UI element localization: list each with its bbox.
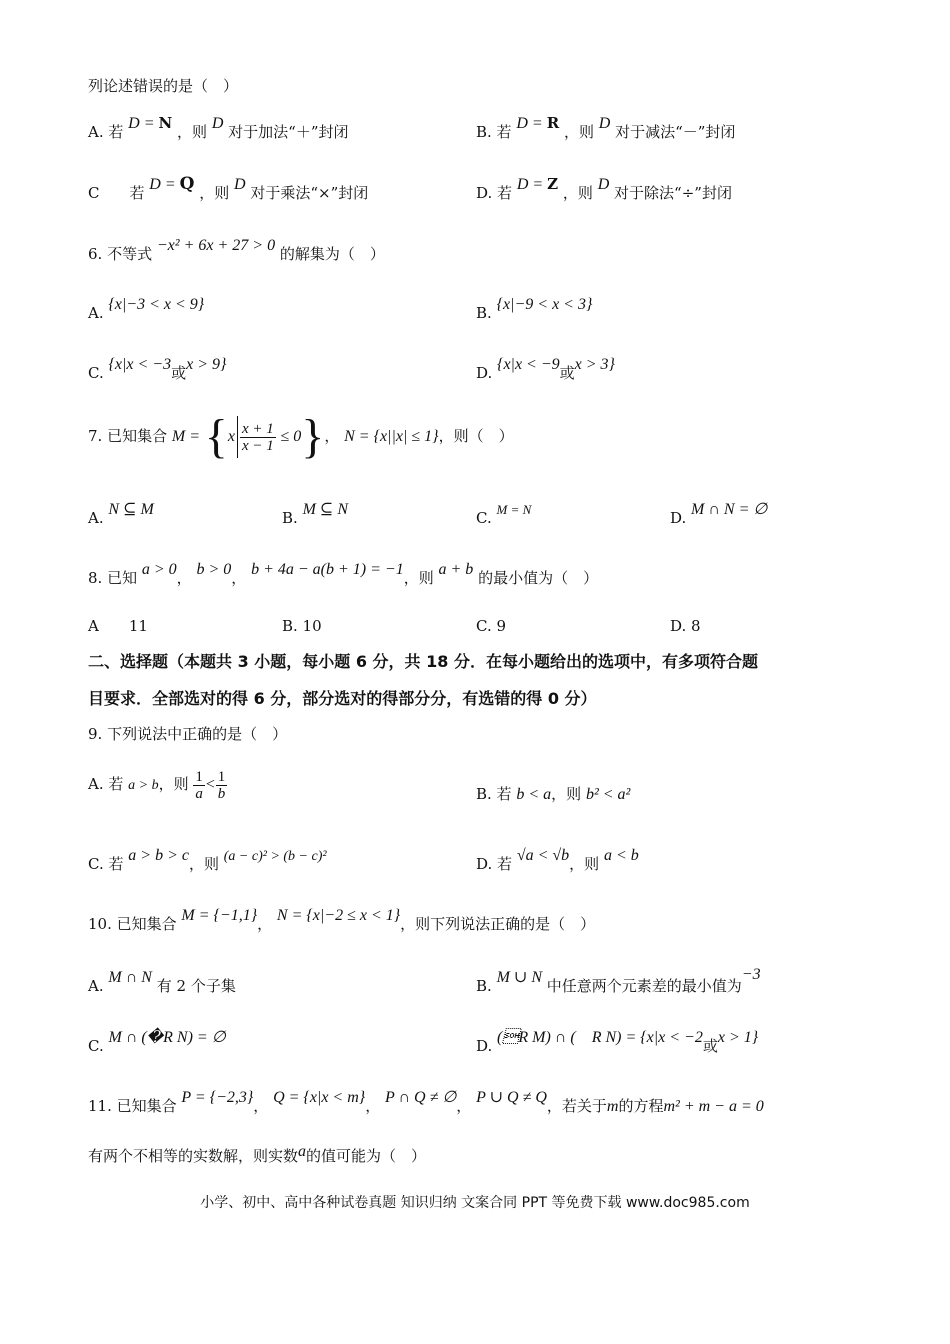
fraction-numerator: 1	[217, 768, 226, 785]
option-label: A.	[88, 977, 104, 995]
separator: ，	[253, 1097, 269, 1115]
question-text: 8. 已知	[88, 569, 138, 587]
text-then: ，则	[177, 123, 208, 141]
separator: ，	[456, 1097, 472, 1115]
math-var: x	[227, 428, 235, 445]
math-m-left: M =	[171, 428, 200, 445]
math-n-set: N = {x|−2 ≤ x < 1}	[276, 907, 401, 924]
separator: ，	[231, 569, 247, 587]
math-result: a < b	[603, 847, 639, 864]
question-text-tail: ，则（ ）	[438, 427, 514, 445]
q11-stem-line-2	[88, 1143, 427, 1167]
math-p-set: P = {−2,3}	[181, 1089, 254, 1106]
math-set: Q	[179, 174, 195, 194]
math-var: D	[598, 115, 611, 132]
q11-stem-line-1	[88, 1089, 764, 1117]
math-cond-1: a > 0	[141, 561, 177, 578]
math-n-set: N = {x||x| ≤ 1}	[344, 428, 439, 445]
math-cond: D =	[516, 115, 547, 132]
math-expression: M ∩ N	[108, 969, 152, 986]
question-text: 10. 已知集合	[88, 915, 177, 933]
math-cond-2: P ∪ Q ≠ Q	[476, 1089, 547, 1106]
fraction-denominator: a	[195, 785, 203, 802]
q5-option-a	[88, 114, 349, 143]
option-text: 对于加法“＋”封闭	[228, 123, 349, 141]
text-then: ，则	[199, 184, 230, 202]
q6-option-b	[476, 296, 593, 324]
option-text: 有 2 个子集	[156, 977, 236, 995]
math-expression: {x|x < −3	[108, 356, 172, 373]
option-label: C 若	[88, 184, 145, 202]
q7-option-d	[670, 501, 768, 529]
option-label: D. 若	[476, 855, 513, 873]
separator: ，	[365, 1097, 381, 1115]
math-expression: −x² + 6x + 27 > 0	[156, 237, 276, 254]
question-text: 有两个不相等的实数解，则实数	[88, 1147, 299, 1165]
math-set: R	[546, 114, 560, 132]
q9-option-a	[88, 762, 227, 808]
left-brace: {	[204, 410, 228, 463]
math-equation: m² + m − a = 0	[663, 1098, 764, 1115]
q7-option-b	[282, 501, 348, 529]
option-text: 对于除法“÷”封闭	[614, 184, 732, 202]
math-expression: M ∩ N = ∅	[691, 501, 768, 518]
math-expression: N ⊆ M	[108, 501, 154, 518]
math-expression: {x|−9 < x < 3}	[496, 296, 593, 313]
math-expression: {x|x < −9	[497, 356, 560, 373]
math-set: N	[158, 114, 173, 132]
option-label: D.	[670, 509, 687, 527]
option-label: B. 若	[476, 123, 512, 141]
separator: ，	[176, 569, 192, 587]
q8-option-c: C. 9	[476, 617, 507, 635]
math-cond-3: b + 4a − a(b + 1) = −1	[251, 561, 404, 578]
math-q-set: Q = {x|x < m}	[273, 1089, 366, 1106]
q5-option-d	[476, 175, 732, 204]
option-label: D. 若	[476, 184, 513, 202]
q6-option-d	[476, 356, 615, 384]
option-label: B.	[476, 977, 492, 995]
math-expression: x > 1}	[717, 1029, 759, 1046]
math-cond: a > b	[128, 778, 159, 793]
math-cond: D =	[149, 176, 180, 193]
question-text: 7. 已知集合	[88, 427, 168, 445]
q10-option-c	[88, 1029, 226, 1057]
text-then: ，则	[403, 569, 434, 587]
separator: ，	[324, 427, 340, 445]
math-var: m	[606, 1098, 619, 1115]
q5-option-b	[476, 114, 736, 143]
math-fraction-1	[193, 769, 205, 802]
question-text-tail: ，则下列说法正确的是（ ）	[400, 915, 596, 933]
math-relation: <	[204, 776, 216, 793]
q10-option-b	[476, 966, 761, 997]
math-cond: D =	[516, 176, 548, 193]
q9-option-b	[476, 784, 630, 805]
right-brace: }	[301, 410, 325, 463]
option-label: D.	[476, 364, 493, 382]
q6-stem	[88, 237, 385, 265]
q10-option-a	[88, 969, 236, 997]
math-result: b² < a²	[585, 786, 631, 803]
math-result: (a − c)² > (b − c)²	[223, 849, 327, 864]
option-label: A. 若	[88, 123, 124, 141]
option-label: C.	[88, 1037, 104, 1055]
q10-option-d	[476, 1029, 759, 1057]
math-expression: M ⊆ N	[302, 501, 348, 518]
question-text-tail: 的最小值为（ ）	[478, 569, 599, 587]
text-then: ，则	[563, 123, 594, 141]
q8-stem	[88, 561, 599, 589]
math-fraction	[240, 421, 276, 454]
section-heading-line-2: 目要求．全部选对的得 6 分，部分选对的得部分分，有选错的得 0 分）	[88, 689, 597, 708]
q8-option-b: B. 10	[282, 617, 322, 635]
math-cond: a > b > c	[128, 847, 189, 864]
text-then: ，则	[569, 855, 600, 873]
q5-intro: 列论述错误的是（ ）	[88, 77, 239, 95]
q8-option-d: D. 8	[670, 617, 701, 635]
math-var: D	[211, 115, 224, 132]
fraction-numerator: 1	[195, 768, 203, 785]
question-text: 的方程	[618, 1097, 664, 1115]
text-or: 或	[702, 1037, 718, 1055]
math-var: a	[298, 1143, 307, 1160]
q6-option-c	[88, 356, 227, 384]
q10-stem	[88, 907, 596, 935]
option-label: C.	[476, 509, 492, 527]
text-then: ，则	[562, 184, 593, 202]
math-fraction-2	[216, 769, 228, 802]
q7-option-c	[476, 502, 532, 529]
section-heading-line-1: 二、选择题（本题共 3 小题，每小题 6 分，共 18 分．在每小题给出的选项中，有多项符合题	[88, 652, 758, 671]
option-label: D.	[476, 1037, 493, 1055]
separator: ，	[257, 915, 273, 933]
q7-stem	[88, 412, 514, 461]
math-cond-1: P ∩ Q ≠ ∅	[384, 1089, 457, 1106]
question-text-tail: 的解集为（ ）	[279, 245, 385, 263]
question-text: 11. 已知集合	[88, 1097, 177, 1115]
text-then: ，则	[188, 855, 219, 873]
math-relation: ≤ 0	[280, 428, 302, 445]
option-text: 中任意两个元素差的最小值为	[546, 977, 742, 995]
math-expression: x > 9}	[186, 356, 227, 373]
math-expression: M ∩ (�R N) = ∅	[108, 1029, 226, 1046]
fraction-denominator: x − 1	[241, 437, 274, 454]
math-var: D	[597, 176, 610, 193]
math-set: Z	[547, 175, 559, 193]
question-text-tail: 的值可能为（ ）	[306, 1147, 427, 1165]
option-label: C. 若	[88, 855, 124, 873]
option-label: A. 若	[88, 775, 124, 793]
q7-option-a	[88, 501, 154, 529]
option-text: 对于乘法“×”封闭	[250, 184, 369, 202]
text-or: 或	[559, 364, 575, 382]
fraction-denominator: b	[217, 785, 226, 802]
q6-option-a	[88, 296, 205, 324]
math-value: −3	[741, 966, 761, 983]
q5-option-c	[88, 174, 369, 204]
text-or: 或	[171, 364, 187, 382]
math-var: D	[234, 176, 246, 193]
option-label: A.	[88, 304, 104, 322]
math-expression: M ∪ N	[496, 969, 542, 986]
option-label: A.	[88, 509, 104, 527]
fraction-numerator: x + 1	[241, 420, 274, 437]
text-then: ，则	[158, 775, 189, 793]
math-cond-2: b > 0	[196, 561, 232, 578]
text-then: ，则	[551, 785, 582, 803]
q8-option-a: A 11	[88, 617, 148, 635]
option-label: B. 若	[476, 785, 512, 803]
question-text: 6. 不等式	[88, 245, 153, 263]
q9-option-c	[88, 847, 327, 876]
q9-option-d	[476, 847, 639, 875]
math-m-set: M = {−1,1}	[181, 907, 258, 924]
page-footer: 小学、初中、高中各种试卷真题 知识归纳 文案合同 PPT 等免费下载 www.doc985.com	[200, 1195, 750, 1211]
math-target: a + b	[438, 561, 474, 578]
q9-stem: 9. 下列说法中正确的是（ ）	[88, 725, 288, 743]
math-expression: M = N	[496, 502, 532, 517]
math-expression: x > 3}	[574, 356, 615, 373]
option-label: B.	[282, 509, 298, 527]
option-text: 对于减法“－”封闭	[615, 123, 736, 141]
math-cond: b < a	[516, 786, 552, 803]
question-text: ，若关于	[546, 1097, 607, 1115]
math-cond: D =	[128, 115, 159, 132]
math-expression: {x|−3 < x < 9}	[108, 296, 205, 313]
math-expression: (R M) ∩ ( R N) = {x|x < −2	[497, 1029, 703, 1046]
set-divider	[237, 416, 238, 458]
option-label: C.	[88, 364, 104, 382]
option-label: B.	[476, 304, 492, 322]
math-cond: √a < √b	[516, 847, 570, 864]
